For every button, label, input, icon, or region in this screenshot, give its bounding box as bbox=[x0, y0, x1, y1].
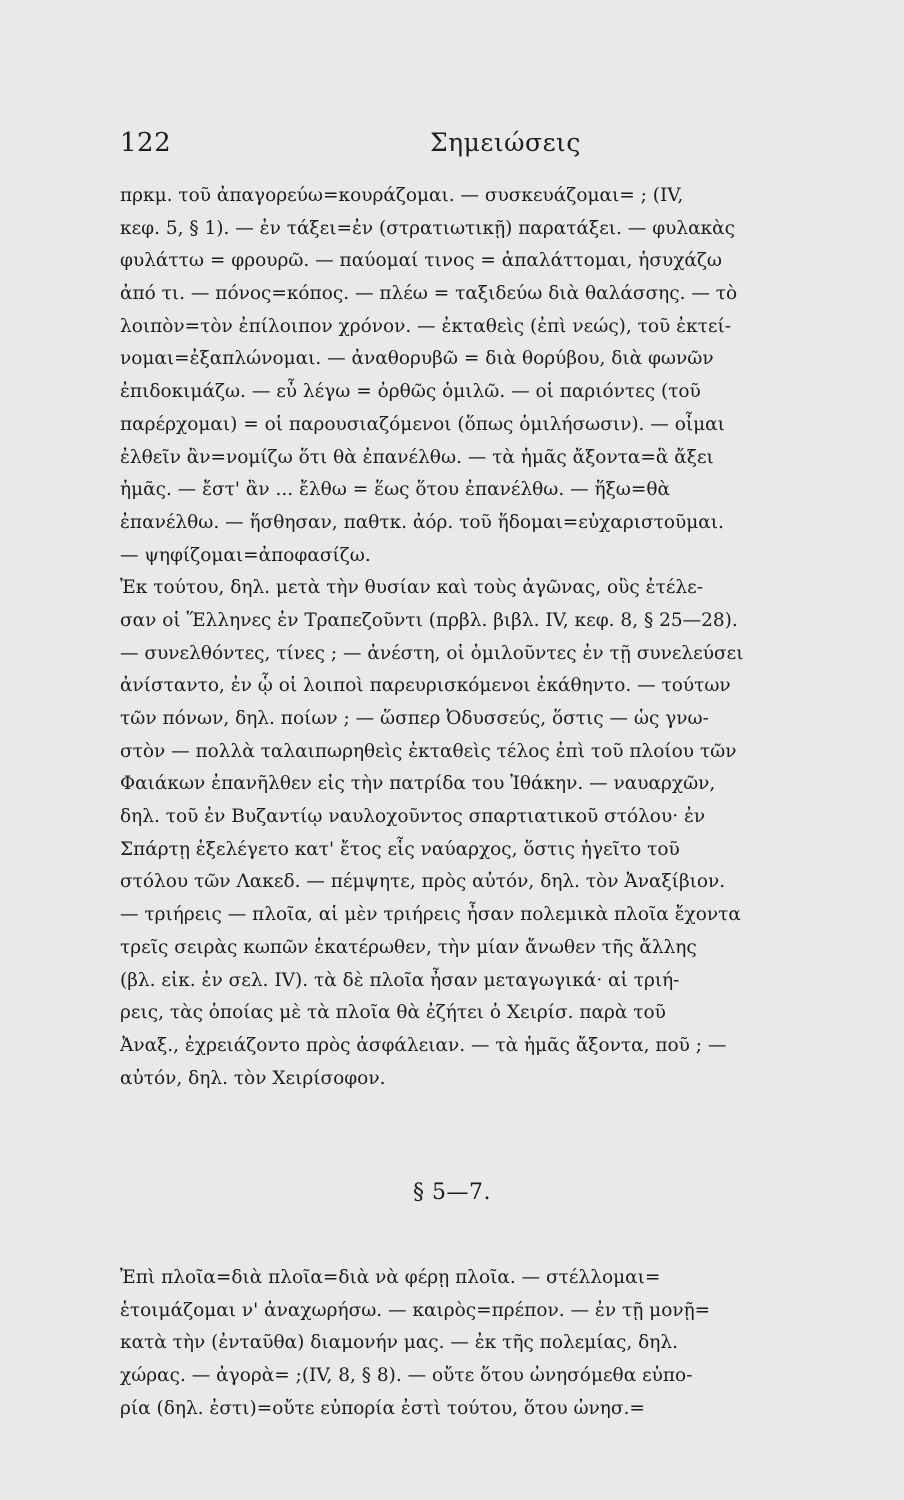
text-line: — συνελθόντες, τίνες ; — ἀνέστη, οἱ ὁμιλοῦντες ἐν τῇ συνελεύσει bbox=[120, 642, 744, 664]
text-line: ἑτοιμάζομαι ν' ἀναχωρήσω. — καιρὸς=πρέπον. — ἐν τῇ μονῇ= bbox=[120, 1299, 711, 1321]
text-line: (βλ. εἰκ. ἐν σελ. IV). τὰ δὲ πλοῖα ἦσαν μεταγωγικά· αἱ τριή- bbox=[120, 969, 680, 991]
text-line: — ψηφίζομαι=ἀποφασίζω. bbox=[120, 544, 371, 566]
text-line: φυλάττω = φρουρῶ. — παύομαί τινος = ἀπαλάττομαι, ἡσυχάζω bbox=[120, 250, 723, 272]
notes-text-block bbox=[120, 180, 895, 1095]
text-line: Φαιάκων ἐπανῆλθεν εἰς τὴν πατρίδα του Ἰθάκην. — ναυαρχῶν, bbox=[120, 773, 716, 795]
text-line: πρκμ. τοῦ ἀπαγορεύω=κουράζομαι. — συσκευάζομαι= ; (IV, bbox=[120, 185, 684, 206]
section-heading: § 5—7. bbox=[413, 1180, 491, 1205]
text-line: κατὰ τὴν (ἐνταῦθα) διαμονήν μας. — ἐκ τῆς πολεμίας, δηλ. bbox=[120, 1332, 678, 1354]
text-line: στόλου τῶν Λακεδ. — πέμψητε, πρὸς αὐτόν, δηλ. τὸν Ἀναξίβιον. bbox=[120, 871, 726, 893]
text-line: αὐτόν, δηλ. τὸν Χειρίσοφον. bbox=[120, 1067, 386, 1089]
page-header bbox=[120, 128, 830, 168]
text-line: δηλ. τοῦ ἐν Βυζαντίῳ ναυλοχοῦντος σπαρτιατικοῦ στόλου· ἐν bbox=[120, 806, 706, 828]
text-line: — τριήρεις — πλοῖα, αἱ μὲν τριήρεις ἦσαν πολεμικὰ πλοῖα ἔχοντα bbox=[120, 904, 741, 926]
text-line: ρεις, τὰς ὁποίας μὲ τὰ πλοῖα θὰ ἐζήτει ὁ Χειρίσ. παρὰ τοῦ bbox=[120, 1002, 666, 1024]
text-line: Ἐκ τούτου, δηλ. μετὰ τὴν θυσίαν καὶ τοὺς ἀγῶνας, οὓς ἐτέλε- bbox=[120, 577, 703, 599]
text-line: Σπάρτῃ ἐξελέγετο κατ' ἔτος εἷς ναύαρχος, ὅστις ἡγεῖτο τοῦ bbox=[120, 838, 680, 860]
text-line: κεφ. 5, § 1). — ἐν τάξει=ἐν (στρατιωτικῇ) παρατάξει. — φυλακὰς bbox=[120, 217, 736, 239]
text-line: παρέρχομαι) = οἱ παρουσιαζόμενοι (ὅπως ὁμιλήσωσιν). — οἶμαι bbox=[120, 413, 725, 435]
text-line: τῶν πόνων, δηλ. ποίων ; — ὥσπερ Ὀδυσσεύς, ὅστις — ὡς γνω- bbox=[120, 708, 709, 729]
text-line: λοιπὸν=τὸν ἐπίλοιπον χρόνον. — ἐκταθεὶς (ἐπὶ νεώς), τοῦ ἐκτεί- bbox=[120, 315, 731, 337]
text-line: ἐπιδοκιμάζω. — εὖ λέγω = ὀρθῶς ὁμιλῶ. — οἱ παριόντες (τοῦ bbox=[120, 381, 701, 403]
text-line: νομαι=ἐξαπλώνομαι. — ἀναθορυβῶ = διὰ θορύβου, διὰ φωνῶν bbox=[120, 348, 714, 370]
notes-text-block-2 bbox=[120, 1262, 895, 1425]
text-line: σαν οἱ Ἕλληνες ἐν Τραπεζοῦντι (πρβλ. βιβλ. IV, κεφ. 8, § 25—28). bbox=[120, 609, 738, 631]
text-line: Ἐπὶ πλοῖα=διὰ πλοῖα=διὰ νὰ φέρῃ πλοῖα. — στέλλομαι= bbox=[120, 1267, 661, 1288]
text-line: στὸν — πολλὰ ταλαιπωρηθεὶς ἐκταθεὶς τέλος ἐπὶ τοῦ πλοίου τῶν bbox=[120, 740, 737, 762]
text-line: ἀπό τι. — πόνος=κόπος. — πλέω = ταξιδεύω διὰ θαλάσσης. — τὸ bbox=[120, 283, 738, 305]
running-head: Σημειώσεις bbox=[430, 128, 581, 157]
text-line: χώρας. — ἀγορὰ= ;(IV, 8, § 8). — οὔτε ὅτου ὠνησόμεθα εὐπο- bbox=[120, 1365, 693, 1387]
text-line: τρεῖς σειρὰς κωπῶν ἑκατέρωθεν, τὴν μίαν ἄνωθεν τῆς ἄλλης bbox=[120, 936, 697, 958]
text-line: ρία (δηλ. ἐστι)=οὔτε εὐπορία ἐστὶ τούτου, ὅτου ὠνησ.= bbox=[120, 1397, 645, 1419]
text-line: ἡμᾶς. — ἔστ' ἂν ... ἔλθω = ἕως ὅτου ἐπανέλθω. — ἥξω=θὰ bbox=[120, 479, 671, 501]
text-line: ἀνίσταντο, ἐν ᾧ οἱ λοιποὶ παρευρισκόμενοι ἐκάθηντο. — τούτων bbox=[120, 675, 731, 697]
text-line: Ἀναξ., ἐχρειάζοντο πρὸς ἀσφάλειαν. — τὰ ἡμᾶς ἄξοντα, ποῦ ; — bbox=[120, 1034, 727, 1056]
text-line: ἐλθεῖν ἂν=νομίζω ὅτι θὰ ἐπανέλθω. — τὰ ἡμᾶς ἄξοντα=ἃ ἄξει bbox=[120, 446, 714, 468]
text-line: ἐπανέλθω. — ἥσθησαν, παθτκ. ἀόρ. τοῦ ἥδομαι=εὐχαριστοῦμαι. bbox=[120, 511, 724, 533]
page-number: 122 bbox=[120, 128, 172, 158]
